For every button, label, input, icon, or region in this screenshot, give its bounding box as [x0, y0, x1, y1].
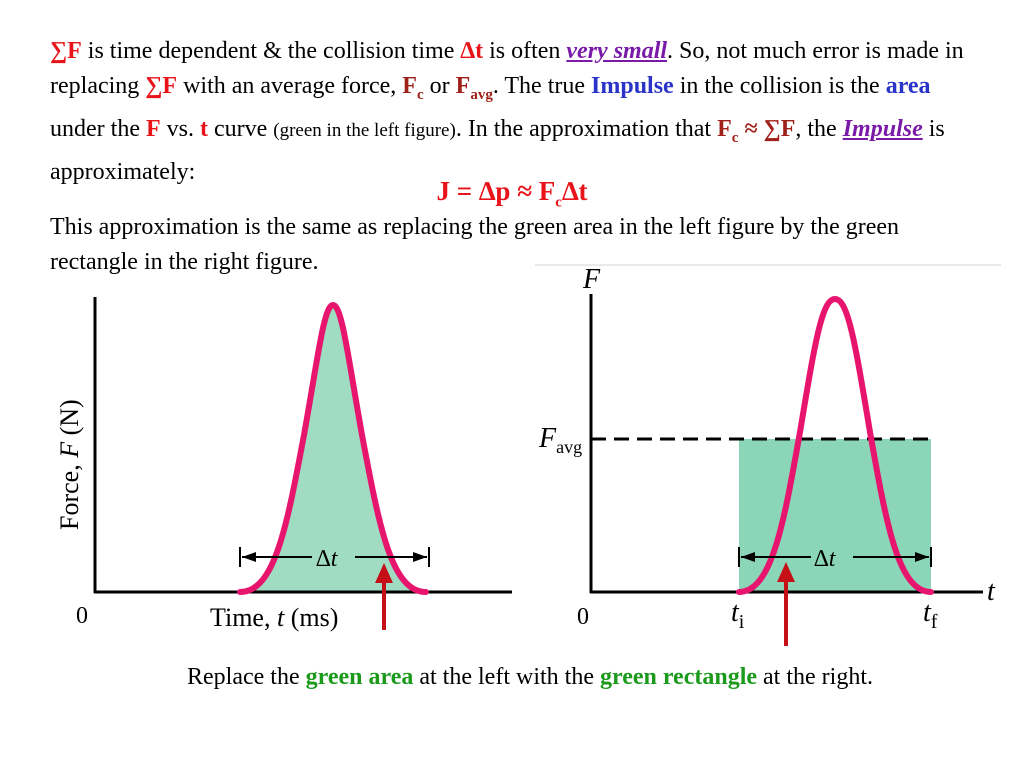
- text: with an average force,: [177, 72, 403, 99]
- t-term: t: [199, 115, 208, 142]
- caption: Replace the green area at the left with the green rectangle at the right.: [187, 664, 873, 690]
- text: is often: [483, 38, 567, 64]
- green-area-term: green area: [305, 664, 414, 690]
- text: or: [423, 72, 456, 99]
- text: vs.: [160, 115, 200, 142]
- tf-label: $t_f$: [923, 597, 938, 633]
- ti-label: $t_i$: [731, 597, 745, 633]
- origin-label: 0: [577, 604, 589, 630]
- text: , the: [795, 115, 843, 142]
- fc-term: $F_c \approx \sum F$: [717, 115, 796, 146]
- favg-label: $F_{avg}$: [539, 423, 583, 457]
- right-figure: [535, 262, 1005, 652]
- sum-f-term: ∑F: [50, 38, 82, 64]
- area-term: area: [885, 72, 931, 99]
- text: is time dependent & the collision time: [81, 38, 461, 64]
- left-figure: [50, 285, 515, 635]
- fc-term: $F_c$: [402, 72, 424, 103]
- text: . In the approximation that: [455, 115, 718, 142]
- f-axis-label: F: [583, 264, 601, 295]
- parenthetical-note: (green in the left figure): [273, 119, 456, 141]
- green-rectangle-term: green rectangle: [599, 664, 758, 690]
- origin-label: 0: [76, 603, 88, 629]
- impulse-term: Impulse: [591, 72, 674, 99]
- t-axis-label: t: [987, 576, 995, 607]
- x-axis-label: Time, t (ms): [210, 603, 339, 632]
- very-small-term: very small: [566, 38, 668, 64]
- dt-arrowhead-right: [413, 552, 427, 562]
- f-term: F: [145, 115, 161, 142]
- text: is approximately:: [50, 115, 945, 186]
- delta-t-term: ∆t: [460, 38, 484, 64]
- text: curve: [207, 115, 274, 142]
- text: . So, not much error is made in replacing: [50, 38, 964, 99]
- impulse-term: Impulse: [842, 115, 923, 142]
- dt-label: ∆t: [814, 546, 836, 572]
- dt-arrowhead-left: [242, 552, 256, 562]
- dt-label: ∆t: [316, 546, 338, 572]
- explanation-paragraph: This approximation is the same as replacing the green area in the left figure by the green rectangle in the right figure.: [50, 214, 900, 275]
- intro-paragraph: [50, 34, 980, 190]
- sum-f-term: ∑F: [145, 72, 178, 99]
- text: . The true: [492, 72, 592, 99]
- y-axis-label: Force, F (N): [55, 399, 84, 530]
- favg-term: $F_{avg}$: [455, 72, 493, 103]
- impulse-equation: $J = \Delta p \approx F_c\Delta t$: [436, 176, 588, 211]
- text: under the: [50, 115, 146, 142]
- text: in the collision is the: [673, 72, 886, 99]
